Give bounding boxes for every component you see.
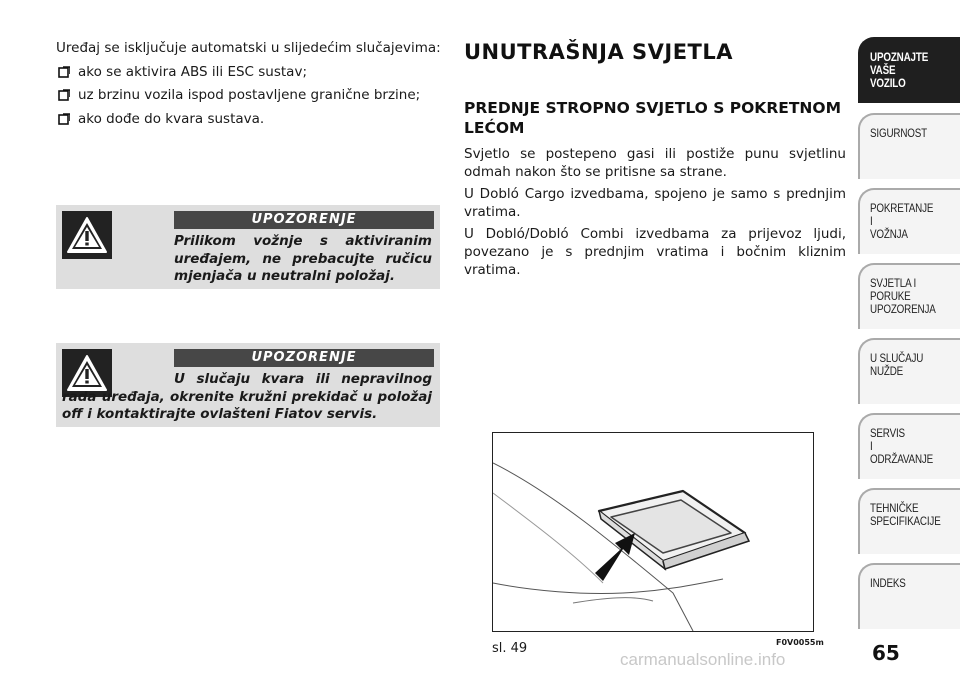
paragraph: U Dobló Cargo izvedbama, spojeno je samo s prednjim vratima.	[464, 186, 846, 220]
bullet-text: ako dođe do kvara sustava.	[78, 110, 265, 127]
tab-upoznajte-vase-vozilo[interactable]: UPOZNAJTE VAŠE VOZILO	[858, 37, 960, 103]
intro-lead: Uređaj se isključuje automatski u slijedećim slučajevima:	[56, 40, 441, 56]
figure-code: F0V0055m	[776, 638, 824, 647]
tab-indeks[interactable]: INDEKS	[858, 563, 960, 629]
list-item	[56, 87, 446, 105]
list-item	[56, 111, 446, 129]
warning-box	[56, 205, 440, 289]
page-number: 65	[872, 641, 900, 665]
checkbox-bullet-icon	[58, 66, 70, 78]
warning-box	[56, 343, 440, 427]
intro-block	[56, 40, 446, 134]
section-content	[464, 40, 846, 284]
warning-text: U slučaju kvara ili nepravilnog rada uređaja, okrenite kružni prekidač u položaj off i kontaktirajte ovlašteni Fiatov servis.	[62, 371, 432, 423]
section-subtitle: PREDNJE STROPNO SVJETLO S POKRETNOM LEĆOM	[464, 99, 841, 138]
warning-text: Prilikom vožnje s aktiviranim uređajem, ne prebacujte ručicu mjenjača u neutralni položaj.	[174, 233, 432, 285]
warning-triangle-icon	[62, 211, 112, 259]
tab-u-slucaju-nuzde[interactable]: U SLUČAJU NUŽDE	[858, 338, 960, 404]
checkbox-bullet-icon	[58, 89, 70, 101]
paragraph: Svjetlo se postepeno gasi ili postiže punu svjetlinu odmah nakon što se pritisne sa strane.	[464, 146, 846, 180]
tab-svjetla-i-poruke[interactable]: SVJETLA I PORUKE UPOZORENJA	[858, 263, 960, 329]
tab-sigurnost[interactable]: SIGURNOST	[858, 113, 960, 179]
figure-caption: sl. 49	[492, 641, 528, 656]
dome-light-illustration	[493, 433, 813, 631]
warning-title: UPOZORENJE	[174, 349, 434, 367]
paragraph: U Dobló/Dobló Combi izvedbama za prijevoz ljudi, povezano je s prednjim vratima i bočnim kliznim vratima.	[464, 226, 846, 278]
watermark: carmanualsonline.info	[620, 650, 786, 669]
checkbox-bullet-icon	[58, 113, 70, 125]
bullet-list	[56, 64, 446, 129]
section-title: UNUTRAŠNJA SVJETLA	[464, 40, 733, 64]
figure-dome-light	[492, 432, 814, 632]
bullet-text: uz brzinu vozila ispod postavljene granične brzine;	[78, 87, 421, 104]
list-item	[56, 64, 446, 82]
tab-pokretanje-i-voznja[interactable]: POKRETANJE I VOŽNJA	[858, 188, 960, 254]
tab-tehnicke-specifikacije[interactable]: TEHNIČKE SPECIFIKACIJE	[858, 488, 960, 554]
tab-servis-i-odrzavanje[interactable]: SERVIS I ODRŽAVANJE	[858, 413, 960, 479]
bullet-text: ako se aktivira ABS ili ESC sustav;	[78, 63, 307, 80]
warning-title: UPOZORENJE	[174, 211, 434, 229]
